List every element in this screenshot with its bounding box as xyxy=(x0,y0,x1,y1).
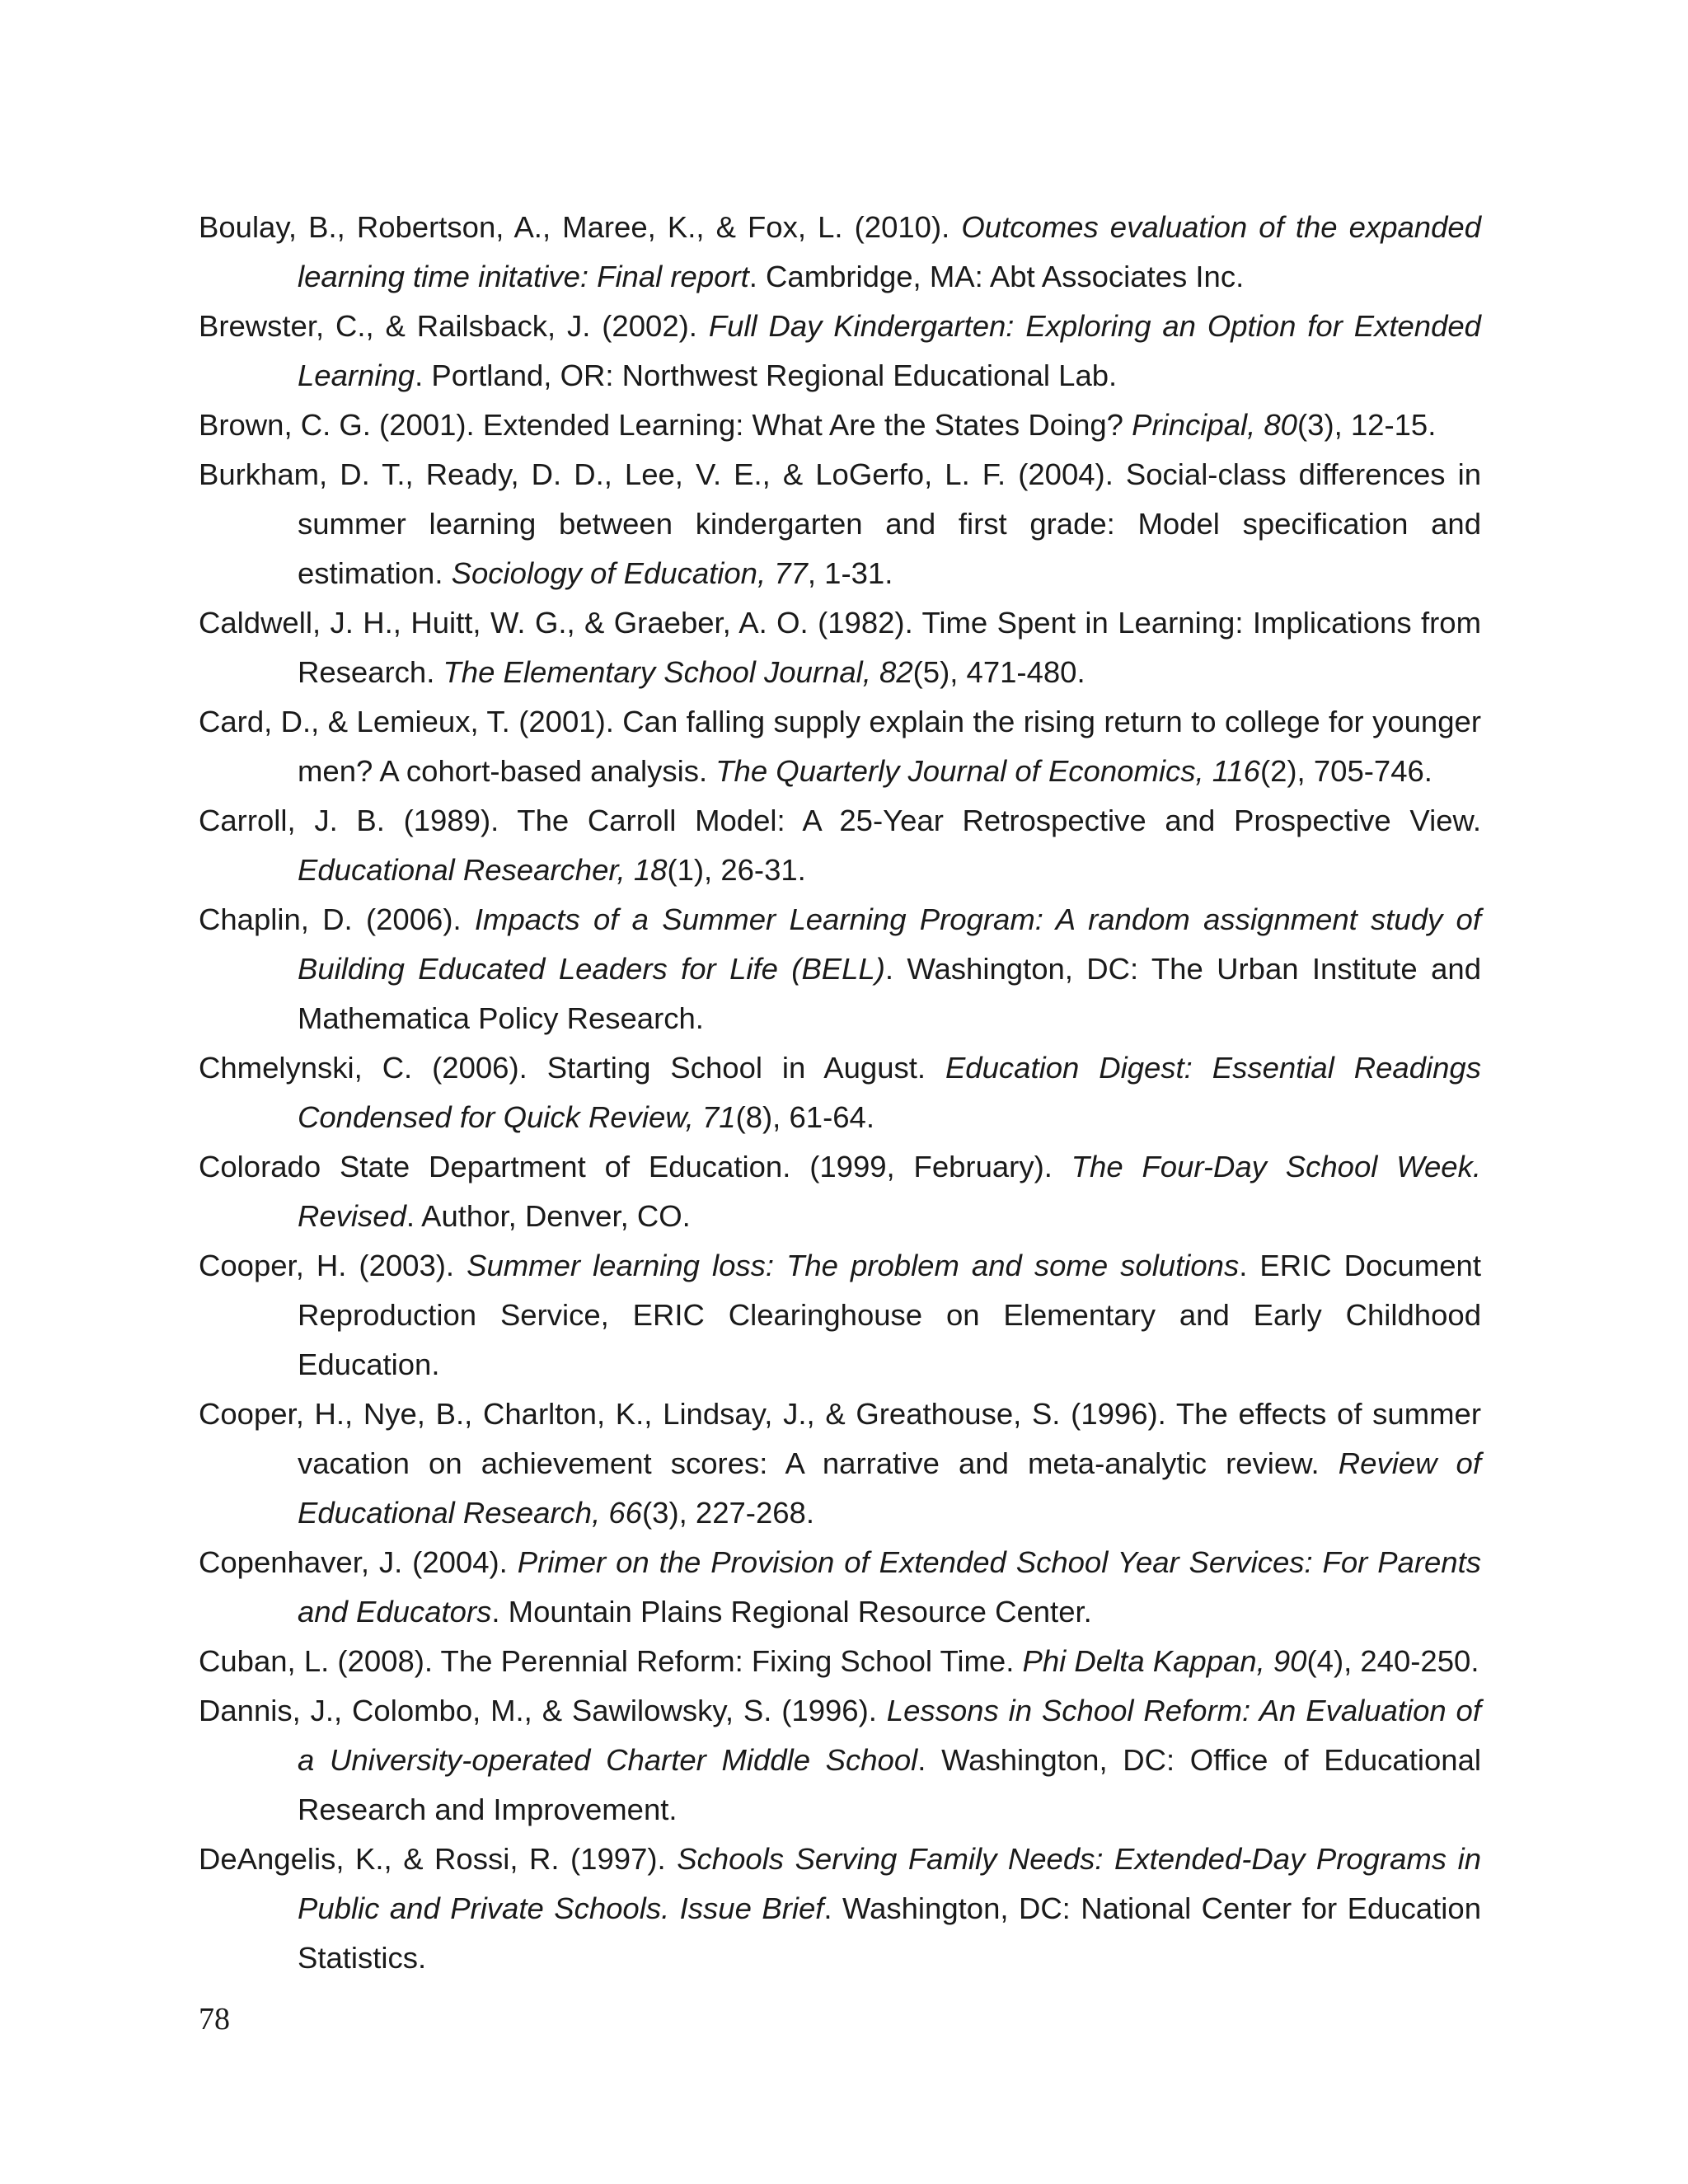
reference-text: Cooper, H. (2003). xyxy=(199,1249,467,1282)
reference-entry xyxy=(199,450,1481,598)
reference-text: . Washington, DC: Office of Educational Research and Improvement. xyxy=(298,1743,1481,1826)
page-number: 78 xyxy=(199,2002,230,2036)
reference-entry xyxy=(199,1043,1481,1142)
reference-text: (4), 240-250. xyxy=(1306,1644,1479,1678)
reference-text: (3), 12-15. xyxy=(1296,408,1437,442)
reference-text: . ERIC Document Reproduction Service, ERIC Clearinghouse on Elementary and Early Childhood Education. xyxy=(298,1249,1481,1381)
reference-text: Chaplin, D. (2006). xyxy=(199,902,475,936)
reference-title-italic: Summer learning loss: The problem and some solutions xyxy=(467,1249,1240,1282)
reference-text: Dannis, J., Colombo, M., & Sawilowsky, S. (1996). xyxy=(199,1694,887,1727)
reference-text: . Portland, OR: Northwest Regional Educational Lab. xyxy=(415,359,1118,392)
reference-text: (3), 227-268. xyxy=(642,1496,814,1530)
reference-text: DeAngelis, K., & Rossi, R. (1997). xyxy=(199,1842,678,1876)
reference-title-italic: Schools Serving Family Needs: Extended-Day Programs in Public and Private Schools. Issue Brief xyxy=(298,1842,1481,1925)
reference-list xyxy=(199,203,1481,1983)
reference-title-italic: The Elementary School Journal, 82 xyxy=(443,655,913,689)
reference-entry xyxy=(199,203,1481,302)
reference-title-italic: Lessons in School Reform: An Evaluation of a University-operated Charter Middle School xyxy=(298,1694,1482,1777)
reference-text: Chmelynski, C. (2006). Starting School in August. xyxy=(199,1051,945,1085)
reference-entry xyxy=(199,796,1481,895)
reference-text: . Author, Denver, CO. xyxy=(406,1199,691,1233)
reference-entry xyxy=(199,697,1481,796)
reference-text: Cuban, L. (2008). The Perennial Reform: Fixing School Time. xyxy=(199,1644,1023,1678)
reference-entry xyxy=(199,1835,1481,1983)
reference-text: Brewster, C., & Railsback, J. (2002). xyxy=(199,309,709,343)
reference-text: (8), 61-64. xyxy=(735,1100,874,1134)
reference-title-italic: Educational Researcher, 18 xyxy=(298,853,668,887)
reference-text: . Mountain Plains Regional Resource Center. xyxy=(491,1595,1092,1629)
reference-title-italic: Full Day Kindergarten: Exploring an Option for Extended Learning xyxy=(298,309,1481,392)
reference-entry xyxy=(199,1241,1481,1390)
reference-title-italic: Sociology of Education, 77 xyxy=(451,556,808,590)
reference-text: Copenhaver, J. (2004). xyxy=(199,1545,518,1579)
reference-entry xyxy=(199,598,1481,697)
reference-text: (1), 26-31. xyxy=(667,853,806,887)
reference-text: . Washington, DC: National Center for Education Statistics. xyxy=(298,1891,1481,1975)
reference-entry xyxy=(199,1142,1481,1241)
reference-entry xyxy=(199,1686,1481,1835)
reference-text: (5), 471-480. xyxy=(912,655,1085,689)
reference-text: Card, D., & Lemieux, T. (2001). Can falling supply explain the rising return to college for younger men? A cohort-based analysis. xyxy=(199,705,1481,788)
reference-title-italic: Impacts of a Summer Learning Program: A random assignment study of Building Educated Leaders for Life (BELL) xyxy=(298,902,1481,986)
reference-title-italic: Principal, 80 xyxy=(1132,408,1297,442)
reference-title-italic: The Quarterly Journal of Economics, 116 xyxy=(715,754,1260,788)
reference-title-italic: The Four-Day School Week. Revised xyxy=(298,1150,1481,1233)
reference-entry xyxy=(199,1538,1481,1637)
reference-text: Burkham, D. T., Ready, D. D., Lee, V. E., & LoGerfo, L. F. (2004). Social-class differences in summer learning between kindergarten and first grade: Model specification and estimation. xyxy=(199,457,1481,590)
reference-text: . Cambridge, MA: Abt Associates Inc. xyxy=(748,260,1245,293)
reference-entry xyxy=(199,895,1481,1043)
reference-title-italic: Outcomes evaluation of the expanded learning time initative: Final report xyxy=(298,210,1482,293)
reference-text: Caldwell, J. H., Huitt, W. G., & Graeber, A. O. (1982). Time Spent in Learning: Implications from Research. xyxy=(199,606,1481,689)
reference-text: (2), 705-746. xyxy=(1259,754,1432,788)
reference-text: , 1-31. xyxy=(807,556,893,590)
reference-entry xyxy=(199,1637,1481,1686)
reference-text: Boulay, B., Robertson, A., Maree, K., & Fox, L. (2010). xyxy=(199,210,962,244)
reference-title-italic: Primer on the Provision of Extended School Year Services: For Parents and Educators xyxy=(298,1545,1481,1629)
reference-text: Brown, C. G. (2001). Extended Learning: What Are the States Doing? xyxy=(199,408,1132,442)
reference-entry xyxy=(199,401,1481,450)
reference-text: . Washington, DC: The Urban Institute and Mathematica Policy Research. xyxy=(298,952,1481,1035)
reference-text: Colorado State Department of Education. (1999, February). xyxy=(199,1150,1071,1183)
reference-entry xyxy=(199,302,1481,401)
reference-entry xyxy=(199,1390,1481,1538)
reference-text: Cooper, H., Nye, B., Charlton, K., Lindsay, J., & Greathouse, S. (1996). The effects of summer vacation on achievement scores: A narrative and meta-analytic review. xyxy=(199,1397,1481,1480)
reference-title-italic: Review of Educational Research, 66 xyxy=(298,1446,1481,1530)
reference-title-italic: Education Digest: Essential Readings Condensed for Quick Review, 71 xyxy=(298,1051,1481,1134)
reference-title-italic: Phi Delta Kappan, 90 xyxy=(1022,1644,1307,1678)
reference-text: Carroll, J. B. (1989). The Carroll Model: A 25-Year Retrospective and Prospective View. xyxy=(199,804,1481,837)
